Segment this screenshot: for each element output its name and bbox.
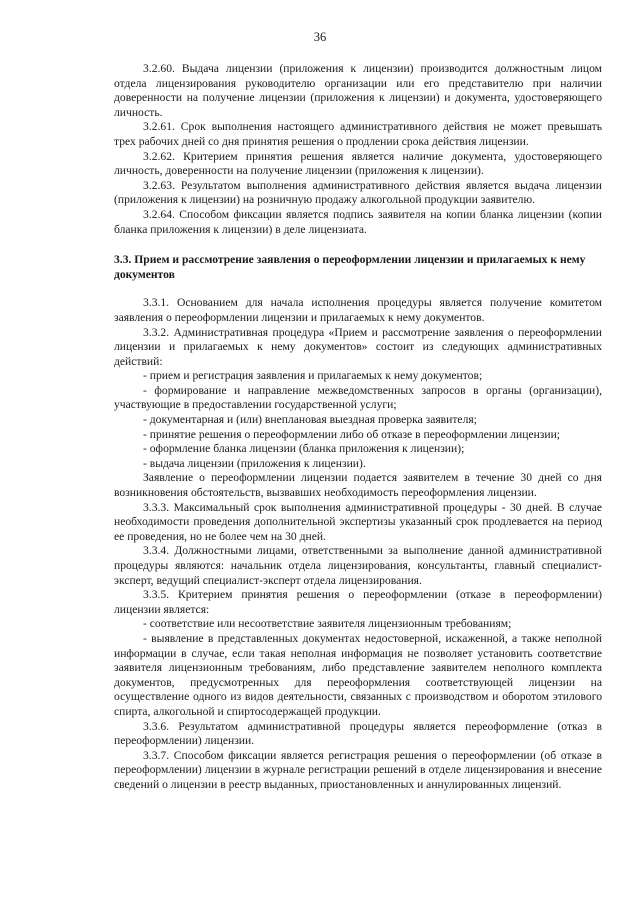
paragraph-3-3-3: 3.3.3. Максимальный срок выполнения административной процедуры - 30 дней. В случае необходимости проведения дополнительной экспертизы указанный срок продлевается на период ее проведения, но не более чем на 30 дней. (114, 500, 602, 543)
list-item: - формирование и направление межведомственных запросов в органы (организации), участвующие в предоставлении государственной услуги; (114, 383, 602, 412)
page-number: 36 (313, 30, 327, 44)
list-item: - выявление в представленных документах недостоверной, искаженной, а также неполной информации в случае, если такая неполная информация не позволяет установить соответствие заявителя лицензионным требованиям, либо представление заявителем неполного комплекта документов, предусмотренных для переоформления соответствующей лицензии на осуществление одного из видов деятельности, связанных с производством и оборотом этилового спирта, алкогольной и спиртосодержащей продукции. (114, 631, 602, 718)
list-item: - оформление бланка лицензии (бланка приложения к лицензии); (143, 442, 465, 456)
paragraph-3-2-61: 3.2.61. Срок выполнения настоящего административного действия не может превышать трех рабочих дней со дня принятия решения о продлении срока действия лицензии. (114, 120, 602, 148)
paragraph-3-2-62: 3.2.62. Критерием принятия решения является наличие документа, удостоверяющего личность, доверенности на получение лицензии (приложения к лицензии). (114, 149, 602, 178)
section-heading-3-3: 3.3. Прием и рассмотрение заявления о переоформлении лицензии и прилагаемых к нему документов (114, 253, 586, 281)
list-item: - соответствие или несоответствие заявителя лицензионным требованиям; (143, 617, 512, 631)
paragraph-3-3-2: 3.3.2. Административная процедура «Прием и рассмотрение заявления о переоформлении лицензии и прилагаемых к нему документов» состоит из следующих административных действий: (114, 325, 602, 368)
paragraph-3-3-7: 3.3.7. Способом фиксации является регистрация решения о переоформлении (об отказе в переоформлении) лицензии в журнале регистрации решений в отделе лицензирования и внесение сведений о лицензии в реестр выданных, приостановленных и аннулированных лицензий. (114, 748, 602, 791)
paragraph-3-3-1: 3.3.1. Основанием для начала исполнения процедуры является получение комитетом заявления о переоформлении лицензии и прилагаемых к нему документов. (114, 296, 602, 324)
paragraph-3-2-64: 3.2.64. Способом фиксации является подпись заявителя на копии бланка лицензии (копии бланка приложения к лицензии) в деле лицензиата. (114, 207, 602, 236)
paragraph-statement-deadline: Заявление о переоформлении лицензии подается заявителем в течение 30 дней со дня возникновения обстоятельств, вызвавших необходимость переоформления лицензии. (114, 471, 602, 500)
paragraph-3-2-60: 3.2.60. Выдача лицензии (приложения к лицензии) производится должностным лицом отдела лицензирования руководителю организации или его представителю при наличии доверенности на получение лицензии (приложения к лицензии) и документа, удостоверяющего личность. (114, 62, 602, 119)
paragraph-3-3-4: 3.3.4. Должностными лицами, ответственными за выполнение данной административной процедуры являются: начальник отдела лицензирования, консультанты, главный специалист-эксперт, ведущий специалист-эксперт отдела лицензирования. (114, 544, 602, 587)
list-item: - прием и регистрация заявления и прилагаемых к нему документов; (143, 369, 483, 383)
paragraph-3-3-5: 3.3.5. Критерием принятия решения о переоформлении (отказе в переоформлении) лицензии является: (114, 588, 602, 616)
paragraph-3-2-63: 3.2.63. Результатом выполнения административного действия является выдача лицензии (приложения к лицензии) на розничную продажу алкогольной продукции заявителю. (114, 178, 602, 207)
paragraph-3-3-6: 3.3.6. Результатом административной процедуры является переоформление (отказ в переоформлении) лицензии. (114, 719, 602, 748)
list-item: - документарная и (или) внеплановая выездная проверка заявителя; (143, 413, 477, 427)
list-item: - принятие решения о переоформлении либо об отказе в переоформлении лицензии; (143, 427, 561, 441)
document-body (114, 62, 602, 793)
list-item: - выдача лицензии (приложения к лицензии). (143, 456, 366, 470)
